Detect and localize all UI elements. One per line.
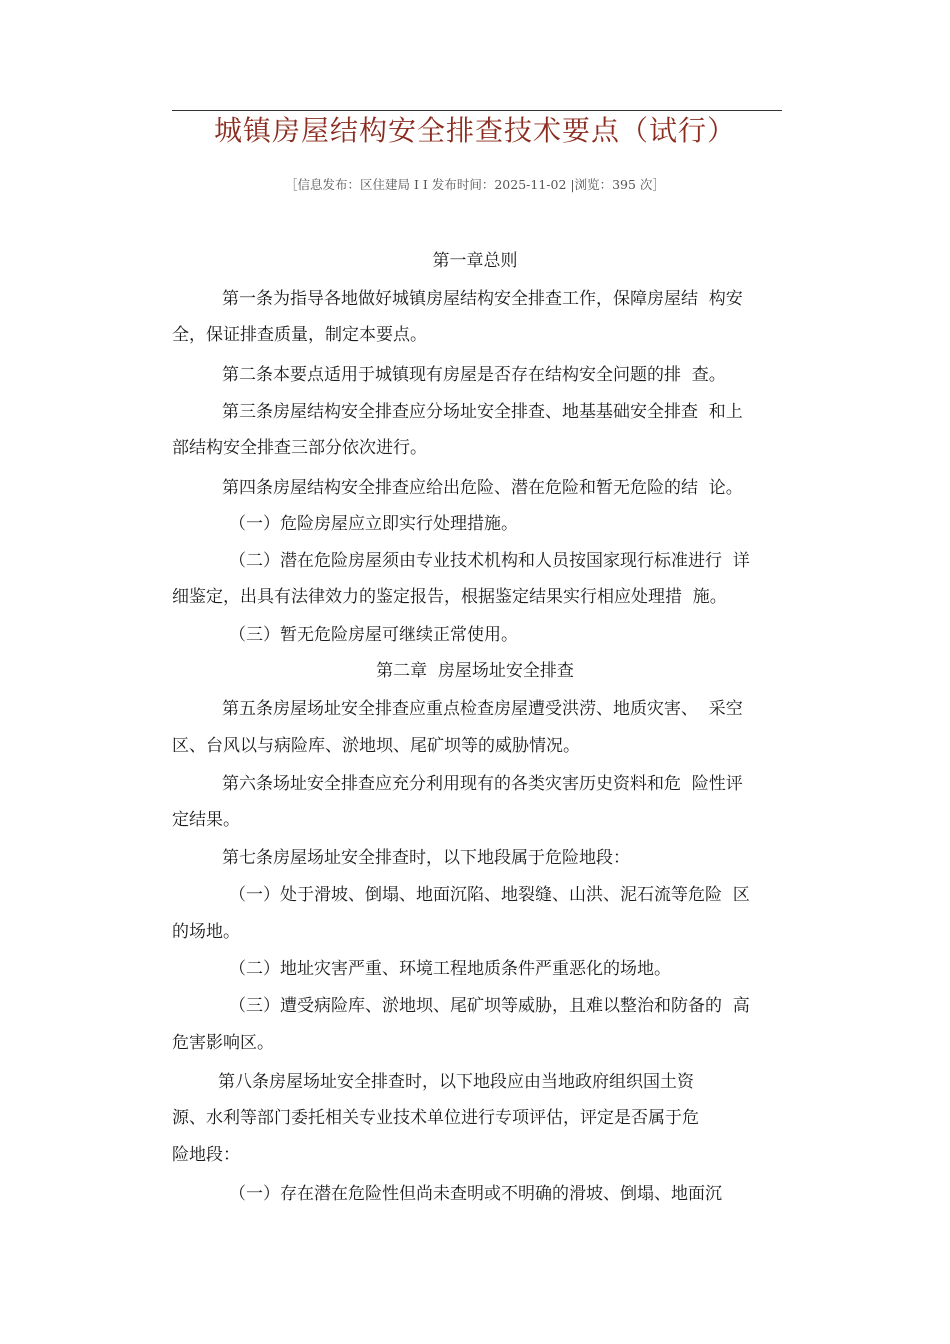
title-divider [172,110,782,111]
paragraph-line: 第四条房屋结构安全排查应给出危险、潜在危险和暂无危险的结 论。 [222,478,743,498]
paragraph-line: 第五条房屋场址安全排查应重点检查房屋遭受洪涝、地质灾害、 采空 [222,699,743,719]
paragraph-line: 第八条房屋场址安全排查时，以下地段应由当地政府组织国土资 [218,1072,694,1092]
paragraph-line: 的场地。 [172,922,240,942]
document-title: 城镇房屋结构安全排查技术要点（试行） [213,114,736,147]
paragraph-line: 第一条为指导各地做好城镇房屋结构安全排查工作，保障房屋结 构安 [222,289,743,309]
paragraph-line: 危害影响区。 [172,1033,274,1053]
paragraph-line: 全，保证排查质量，制定本要点。 [172,325,427,345]
paragraph-line: 定结果。 [172,810,240,830]
paragraph-line: （二）潜在危险房屋须由专业技术机构和人员按国家现行标准进行 详 [229,551,750,571]
paragraph-line: （二）地址灾害严重、环境工程地质条件严重恶化的场地。 [229,959,671,979]
paragraph-line: 第二条本要点适用于城镇现有房屋是否存在结构安全问题的排 查。 [222,365,726,385]
paragraph-line: 险地段： [172,1145,240,1165]
paragraph-line: 第七条房屋场址安全排查时，以下地段属于危险地段： [222,848,630,868]
paragraph-line: （三）暂无危险房屋可继续正常使用。 [229,625,518,645]
publish-info: ［信息发布：区住建局 I I 发布时间：2025-11-02 |浏览：395 次］ [285,177,665,192]
paragraph-line: （一）危险房屋应立即实行处理措施。 [229,514,518,534]
chapter-heading: 第一章总则 [432,251,518,271]
paragraph-line: 部结构安全排查三部分依次进行。 [172,438,427,458]
paragraph-line: 源、水利等部门委托相关专业技术单位进行专项评估，评定是否属于危 [172,1108,699,1128]
paragraph-line: （一）处于滑坡、倒塌、地面沉陷、地裂缝、山洪、泥石流等危险 区 [229,885,750,905]
paragraph-line: 第三条房屋结构安全排查应分场址安全排查、地基基础安全排查 和上 [222,402,743,422]
paragraph-line: 第六条场址安全排查应充分利用现有的各类灾害历史资料和危 险性评 [222,774,743,794]
paragraph-line: 细鉴定，出具有法律效力的鉴定报告，根据鉴定结果实行相应处理措 施。 [172,587,727,607]
paragraph-line: （一）存在潜在危险性但尚未查明或不明确的滑坡、倒塌、地面沉 [229,1184,722,1204]
paragraph-line: （三）遭受病险库、淤地坝、尾矿坝等威胁，且难以整治和防备的 高 [229,996,750,1016]
chapter-heading: 第二章 房屋场址安全排查 [376,661,574,681]
paragraph-line: 区、台风以与病险库、淤地坝、尾矿坝等的威胁情况。 [172,736,580,756]
